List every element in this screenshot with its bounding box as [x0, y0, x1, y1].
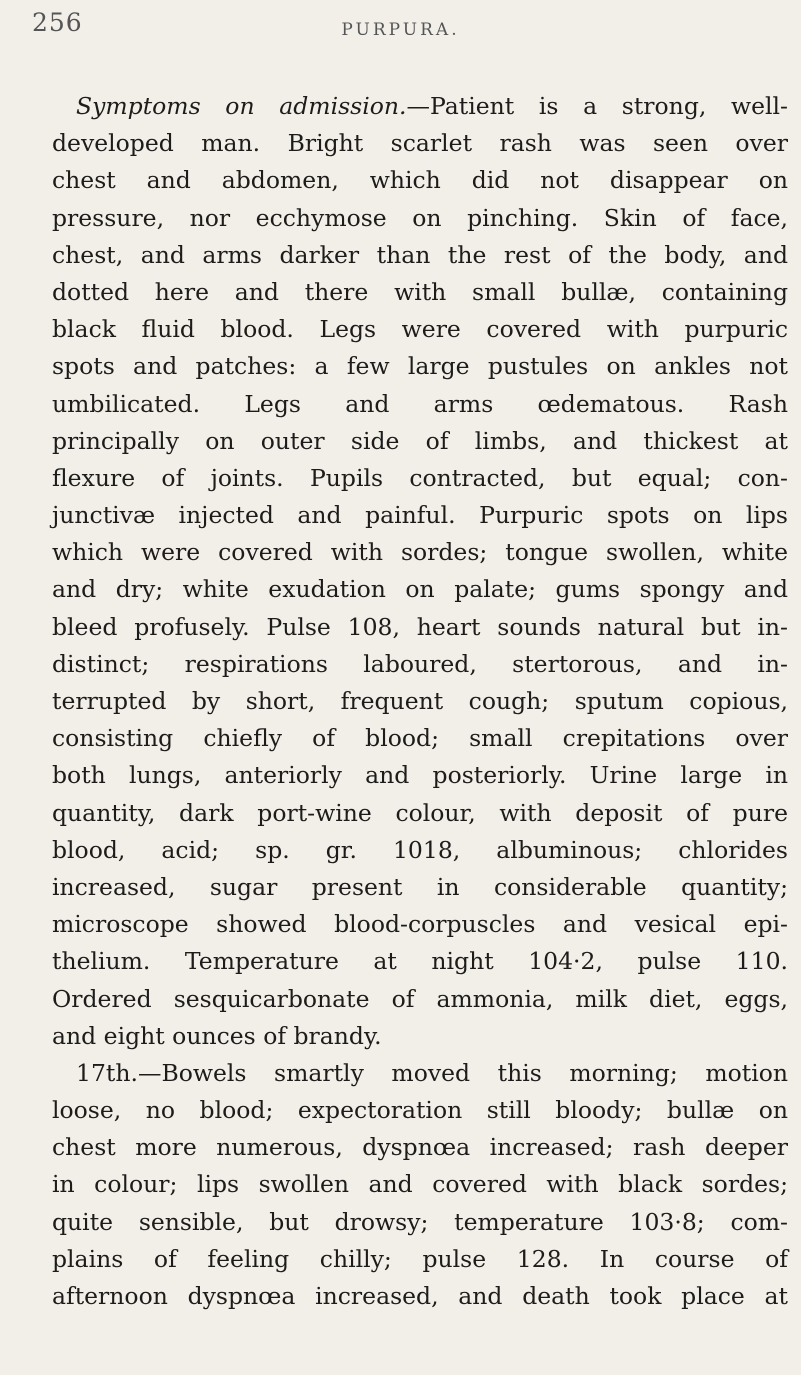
body-text: [52, 88, 788, 1315]
text-line: plains of feeling chilly; pulse 128. In course of: [52, 1244, 788, 1273]
text-line: umbilicated. Legs and arms œdematous. Rash: [52, 389, 788, 418]
symptoms-heading: Symptoms on admission.: [76, 92, 407, 120]
text-line: which were covered with sordes; tongue swollen, white: [52, 538, 788, 567]
text-line: pressure, nor ecchymose on pinching. Skin of face,: [52, 203, 788, 232]
text-line: chest and abdomen, which did not disappear on: [52, 166, 788, 195]
text-line: and dry; white exudation on palate; gums spongy and: [52, 575, 788, 604]
text-line: microscope showed blood-corpuscles and vesical epi-: [52, 910, 788, 939]
text-line: quite sensible, but drowsy; temperature 103·8; com-: [52, 1207, 788, 1236]
text-line: chest more numerous, dyspnœa increased; rash deeper: [52, 1133, 788, 1162]
text-line: flexure of joints. Pupils contracted, but equal; con-: [52, 463, 788, 492]
text-line: both lungs, anteriorly and posteriorly. Urine large in: [52, 761, 788, 790]
running-head: PURPURA.: [341, 20, 460, 40]
text-line: developed man. Bright scarlet rash was seen over: [52, 129, 788, 158]
text-line: quantity, dark port-wine colour, with deposit of pure: [52, 798, 788, 827]
page-number: 256: [32, 8, 83, 37]
text-line: distinct; respirations laboured, stertorous, and in-: [52, 649, 788, 678]
text-line: blood, acid; sp. gr. 1018, albuminous; chlorides: [52, 835, 788, 864]
text-line: Ordered sesquicarbonate of ammonia, milk diet, eggs,: [52, 984, 788, 1013]
text-line: and eight ounces of brandy.: [52, 1021, 382, 1050]
text-line: junctivæ injected and painful. Purpuric spots on lips: [52, 501, 788, 530]
paragraph-1-line-1: [52, 88, 788, 125]
text-line: principally on outer side of limbs, and thickest at: [52, 426, 788, 455]
text-line: afternoon dyspnœa increased, and death took place at: [52, 1282, 788, 1310]
paragraph-1-lead-text: —Patient is a strong, well-: [406, 92, 788, 120]
text-line: consisting chiefly of blood; small crepitations over: [52, 724, 788, 753]
text-line: dotted here and there with small bullæ, containing: [52, 277, 788, 306]
text-line: loose, no blood; expectoration still bloody; bullæ on: [52, 1096, 788, 1125]
text-line: spots and patches: a few large pustules on ankles not: [52, 352, 788, 381]
text-line: black fluid blood. Legs were covered with purpuric: [52, 315, 788, 344]
text-line: in colour; lips swollen and covered with black sordes;: [52, 1170, 788, 1199]
text-line: thelium. Temperature at night 104·2, pulse 110.: [52, 947, 788, 976]
text-line: chest, and arms darker than the rest of the body, and: [52, 240, 788, 269]
text-line: terrupted by short, frequent cough; sputum copious,: [52, 687, 788, 715]
text-line: bleed profusely. Pulse 108, heart sounds natural but in-: [52, 612, 788, 641]
paragraph-2-line-1: 17th.—Bowels smartly moved this morning; motion: [76, 1058, 788, 1087]
text-line: increased, sugar present in considerable quantity;: [52, 872, 788, 901]
